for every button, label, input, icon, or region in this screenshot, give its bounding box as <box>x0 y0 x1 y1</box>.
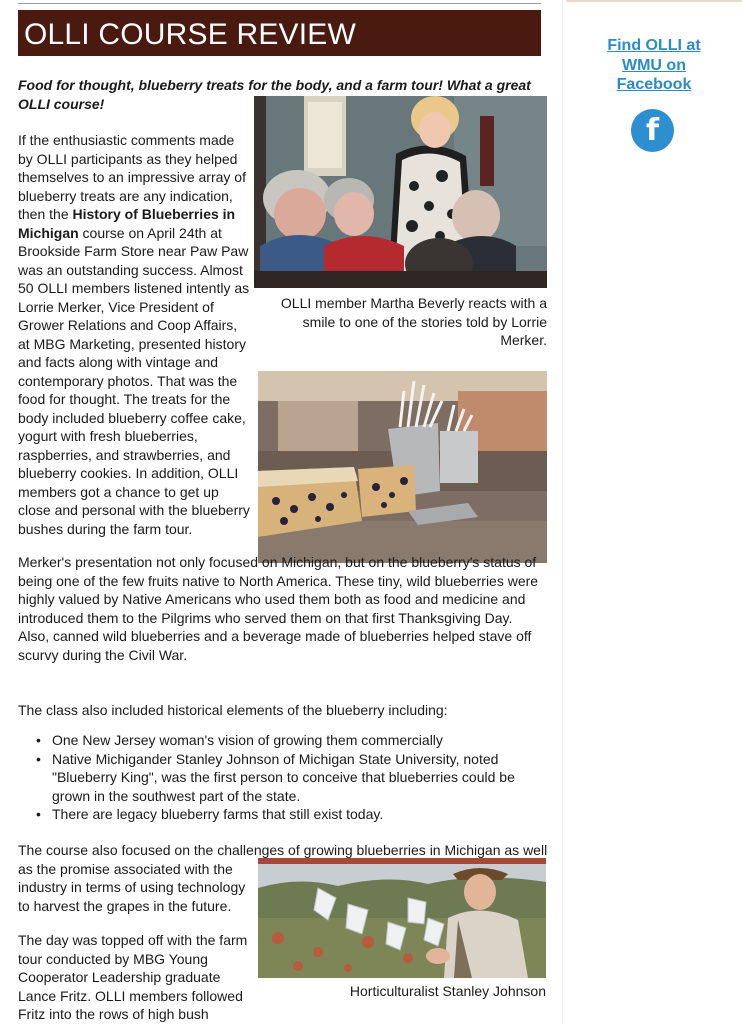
intro-text-after: course on April 24th at Brookside Farm Store near Paw Paw was an outstanding success. Almost 50 OLLI members listened intently as Lorrie Merker, Vice President of Grower Relations and Coop Affairs, at MBG Marketing, presented history and facts along with vintage and contemporary photos. That was the food for thought. The treats for the body included blueberry coffee cake, yogurt with fresh blueberries, raspberries, and strawberries, and blueberry cookies. In addition, OLLI members got a chance to get up close and personal with the blueberry bushes during the farm tour. <box>18 224 250 537</box>
list-item: • Native Michigander Stanley Johnson of Michigan State University, noted "Blueberry King", was the first person to conceive that blueberries could be grown in the southwest part of the state. <box>34 750 534 806</box>
horticulturalist-photo <box>258 858 546 978</box>
lead-paragraph: Food for thought, blueberry treats for the body, and a farm tour! What a great OLLI course! <box>18 77 531 112</box>
list-item: • There are legacy blueberry farms that still exist today. <box>34 805 534 824</box>
challenges-paragraph-line1: The course also focused on the challenges of growing blueberries in Michigan as well <box>18 842 548 858</box>
sidebar-divider <box>562 0 563 1024</box>
list-item: • One New Jersey woman's vision of growing them commercially <box>34 731 534 750</box>
farm-tour-paragraph: The day was topped off with the farm tour conducted by MBG Young Cooperator Leadership graduate Lance Fritz. OLLI members followed Fritz into the rows of high bush <box>18 932 248 1022</box>
presenter-photo-caption: OLLI member Martha Beverly reacts with a smile to one of the stories told by Lorrie Merker. <box>280 295 547 348</box>
native-history-paragraph: Merker's presentation not only focused on Michigan, but on the blueberry's status of being one of the few fruits native to North America. These tiny, wild blueberries were highly valued by Native Americans who used them both as food and medicine and introduced them to the Pilgrims who served them on that first Thanksgiving Day. Also, canned wild blueberries and a beverage made of blueberries helped stave off scurvy during the Civil War. <box>18 554 539 663</box>
facebook-glyph: f <box>645 113 660 148</box>
facebook-link[interactable]: Find OLLI at WMU on Facebook <box>607 37 701 93</box>
challenges-paragraph: as the promise associated with the industry in terms of using technology to harvest the grapes in the future. <box>18 860 246 914</box>
intro-text-before: If the enthusiastic comments made by OLLI participants as they helped themselves to an impressive array of blueberry treats are any indication, then the <box>18 132 246 222</box>
intro-paragraph <box>18 131 250 538</box>
top-divider <box>18 3 541 4</box>
facebook-icon[interactable] <box>631 109 674 152</box>
page-title: OLLI COURSE REVIEW <box>24 18 357 51</box>
history-intro-paragraph: The class also included historical elements of the blueberry including: <box>18 702 448 718</box>
presenter-photo <box>254 96 547 288</box>
blueberry-treats-photo <box>258 371 547 563</box>
sidebar-top-divider <box>566 0 742 2</box>
course-name: History of Blueberries in Michigan <box>18 206 236 241</box>
section-header <box>18 10 541 56</box>
history-list <box>34 731 534 824</box>
horticulturalist-photo-caption: Horticulturalist Stanley Johnson <box>349 983 546 999</box>
